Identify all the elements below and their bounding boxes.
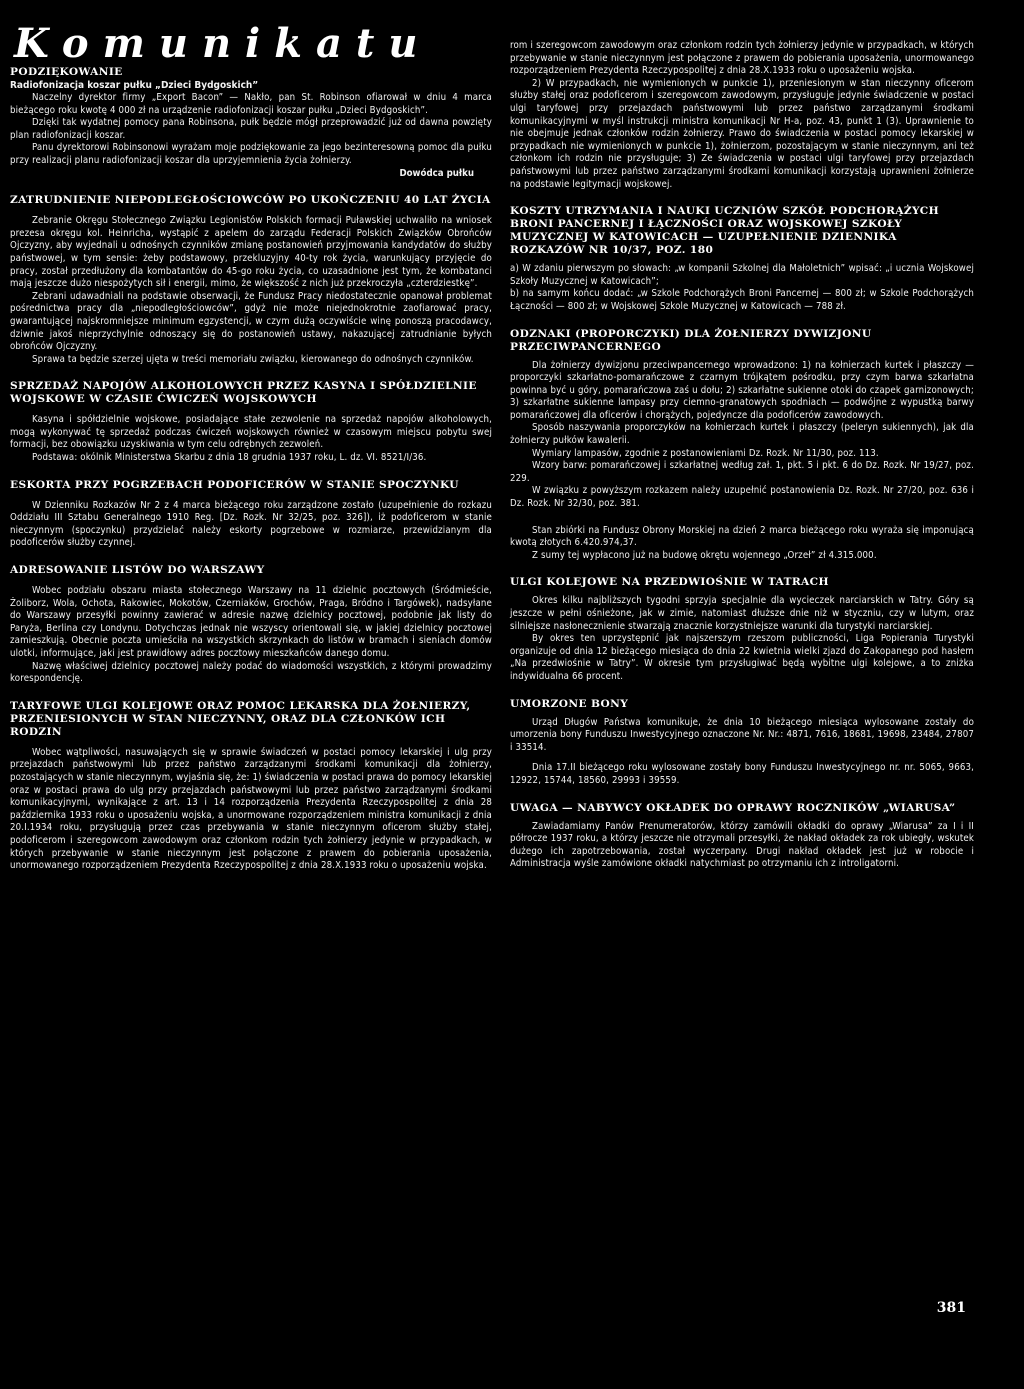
article-ulgi-taryfowe [10, 700, 492, 873]
paragraph: a) W zdaniu pierwszym po słowach: „w kompanii Szkolnej dla Małoletnich” wpisać: „i ucznia Wojskowej Szkoły Muzycznej w Katowicach”; [510, 263, 974, 287]
article-title: SPRZEDAŻ NAPOJÓW ALKOHOLOWYCH PRZEZ KASYNA I SPÓŁDZIELNIE WOJSKOWE W CZASIE ĆWICZEŃ WOJSKOWYCH [10, 380, 477, 406]
paragraph: 2) W przypadkach, nie wymienionych w punkcie 1), przeniesionym w stan nieczynny oficerom służby stałej oraz podoficerom i szeregowcom zawodowym, przysługuje jedynie świadczenie w postaci ulgi taryfowej przy przejazdach państwowymi lub przez państwo zarządzanymi środkami komunikacyjnymi w myśl instrukcji ministra komunikacji Nr H-a, poz. 43, punkt 1 (3). Uprawnienie to nie obejmuje jednak członków rodzin żołnierzy. Prawo do świadczenia w postaci pomocy lekarskiej w przypadkach nie wymienionych w punkcie 1), żołnierzom, pozostającym w stanie nieczynnym, ani też członkom ich rodzin nie przysługuje; 3) Ze świadczenia w postaci ulgi taryfowej przy przejazdach państwowymi lub przez państwo zarządzanymi środkami komunikacji korzystają uprawnieni żołnierze na podstawie legitymacji wojskowej. [510, 77, 974, 190]
article-title: ODZNAKI (PROPORCZYKI) DLA ŻOŁNIERZY DYWIZJONU PRZECIWPANCERNEGO [510, 327, 872, 353]
paragraph: Urząd Długów Państwa komunikuje, że dnia 10 bieżącego miesiąca wylosowane zostały do umorzenia bony Funduszu Inwestycyjnego oznaczone Nr. Nr.: 4871, 7616, 18681, 19698, 23484, 27807 i 33514. [510, 716, 974, 753]
paragraph: Z sumy tej wypłacono już na budowę okrętu wojennego „Orzeł” zł 4.315.000. [532, 549, 877, 561]
paragraph: Zawiadamiamy Panów Prenumeratorów, którzy zamówili okładki do oprawy „Wiarusa” za I i II półrocze 1937 roku, a którzy jeszcze nie otrzymali przesyłki, że nakład okładek za rok ubiegły, wskutek dużego ich zapotrzebowania, został wyczerpany. Drugi nakład okładek jest już w robocie i Administracja wyśle zamówione okładki natychmiast po otrzymaniu ich z introligatorni. [510, 820, 974, 870]
article-sprzedaz-napojow [10, 380, 492, 464]
paragraph: Wobec podziału obszaru miasta stołecznego Warszawy na 11 dzielnic pocztowych (Śródmieście, Żoliborz, Wola, Ochota, Rakowiec, Mokotów, Czerniaków, Grochów, Praga, Bródno i Targówek), nadsyłane do Warszawy przesyłki powinny zawierać w adresie nazwę dzielnicy pocztowej, podobnie jak listy do Paryża, Berlina czy Londynu. Dotychczas jednak nie wszyscy orientowali się, w jakiej dzielnicy pocztowej zamieszkują. Obecnie poczta umieściła na wszystkich skrzynkach do listów w bramach i sieniach domów ulotki, informujące, jaki jest prawidłowy adres pocztowy mieszkańców danego domu. [10, 585, 492, 659]
article-uwaga-okladki [510, 802, 974, 871]
article-eskorta [10, 479, 492, 550]
article-odznaki [510, 328, 974, 511]
article-koszty-utrzymania [510, 205, 974, 313]
paragraph: Stan zbiórki na Fundusz Obrony Morskiej na dzień 2 marca bieżącego roku wyraża się imponującą kwotą złotych 6.420.974,37. [510, 524, 974, 549]
article-zatrudnienie [10, 194, 492, 366]
right-column [510, 40, 974, 871]
paragraph: Dnia 17.II bieżącego roku wylosowane zostały bony Funduszu Inwestycyjnego nr. nr. 5065, 9663, 12922, 15744, 18560, 29993 i 39559. [510, 762, 974, 786]
masthead-title: Komunikatu [14, 20, 432, 67]
paragraph: Panu dyrektorowi Robinsonowi wyrażam moje podziękowanie za jego bezinteresowną pomoc dla pułku przy realizacji planu radiofonizacji koszar dla uprzyjemnienia życia żołnierzy. [10, 142, 492, 166]
paragraph: Nazwę właściwej dzielnicy pocztowej należy podać do wiadomości wszystkich, z którymi prowadzimy korespondencję. [10, 660, 492, 685]
paragraph: Kasyna i spółdzielnie wojskowe, posiadające stałe zezwolenie na sprzedaż napojów alkoholowych, mogą wykonywać tę sprzedaż podczas ćwiczeń wojskowych również w czasowym miejscu pobytu swej formacji, bez obowiązku uzyskiwania w tym celu odrębnych zezwoleń. [10, 414, 492, 451]
paragraph: Zebranie Okręgu Stołecznego Związku Legionistów Polskich formacji Puławskiej uchwaliło na wniosek prezesa okręgu kol. Heinricha, wystąpić z apelem do zarządu Federacji Polskich Związków Obrońców Ojczyzny, aby wyjednali u odnośnych czynników zmianę postanowień przyjmowania kandydatów do służby państwowej, w tym sensie: żeby podstawowy, przekluzyjny 40-ty rok życia, warunkujący przyjęcie do pracy, został przedłużony dla kombatantów do 45-go roku życia, co uzasadnione jest tym, że kombatanci mają jeszcze dużo niespożytych sił i energii, mimo, że większość z nich już przekroczyła „czterdziestkę”. [10, 215, 492, 290]
article-fundusz-obrony-morskiej [510, 525, 974, 563]
paragraph: Dzięki tak wydatnej pomocy pana Robinsona, pułk będzie mógł przeprowadzić już od dawna powzięty plan radiofonizacji koszar. [10, 117, 492, 141]
article-ulgi-taryfowe-continued [510, 40, 974, 191]
paragraph: Podstawa: okólnik Ministerstwa Skarbu z dnia 18 grudnia 1937 roku, L. dz. VI. 8521/I/36. [32, 452, 427, 464]
paragraph: rom i szeregowcom zawodowym oraz członkom rodzin tych żołnierzy jedynie w przypadkach, w których przebywanie w stanie nieczynnym jest połączone z prawem do pobierania uposażenia, unormowanego rozporządzeniem Prezydenta Rzeczypospolitej z dnia 28.X.1933 roku o uposażeniu wojska. [510, 40, 974, 77]
page-number: 381 [936, 1300, 966, 1316]
paragraph: Wobec wątpliwości, nasuwających się w sprawie świadczeń w postaci pomocy lekarskiej i ulg przy przejazdach państwowymi lub przez państwo zarządzanymi środkami komunikacji dla żołnierzy, pozostających w stanie nieczynnym, wyjaśnia się, że: 1) świadczenia w postaci prawa do pomocy lekarskiej oraz w postaci prawa do ulg przy przejazdach państwowymi lub przez państwo zarządzanymi środkami komunikacyjnymi, wynikające z art. 13 i 14 rozporządzenia Prezydenta Rzeczypospolitej z dnia 28 października 1933 roku o uposażeniu wojska, a unormowane rozporządzeniem ministra komunikacji z dnia 20.I.1934 roku, przysługują przez czas przebywania w stanie nieczynnym oficerom służby stałej, podoficerom i szeregowcom zawodowym oraz członkom rodzin tych żołnierzy jedynie w przypadkach, w których przebywanie w stanie nieczynnym jest połączone z prawem do pobierania uposażenia, unormowanego rozporządzeniem Prezydenta Rzeczypospolitej z dnia 28.X.1933 roku o uposażeniu wojska. [10, 746, 492, 872]
article-title: KOSZTY UTRZYMANIA I NAUKI UCZNIÓW SZKÓŁ PODCHORĄŻYCH BRONI PANCERNEJ I ŁĄCZNOŚCI ORAZ WOJSKOWEJ SZKOŁY MUZYCZNEJ W KATOWICACH — UZUPEŁNIENIE DZIENNIKA ROZKAZÓW NR 10/37, POZ. 180 [510, 205, 940, 257]
article-umorzone-bony [510, 698, 974, 788]
article-title: ESKORTA PRZY POGRZEBACH PODOFICERÓW W STANIE SPOCZYNKU [10, 478, 459, 491]
article-title: UMORZONE BONY [510, 697, 629, 710]
article-podziekowanie [10, 66, 492, 180]
paragraph: By okres ten uprzystępnić jak najszerszym rzeszom publiczności, Liga Popierania Turystyki organizuje od dnia 12 bieżącego miesiąca do dnia 22 kwietnia wielki zjazd do Zakopanego pod hasłem „Na przedwiośnie w Tatry”. W okresie tym przysługiwać będą wybitne ulgi kolejowe, a to zniżka indywidualna 66 procent. [510, 633, 974, 682]
article-adresowanie [10, 564, 492, 686]
paragraph: Zebrani udawadniali na podstawie obserwacji, że Fundusz Pracy niedostatecznie opanował problemat pośrednictwa pracy dla „niepodległościowców”, gdyż nie może niejednokrotnie zaofiarować pracy, gwarantującej najskromniejsze minimum egzystencji, w czym dużą oczywiście winę ponoszą pracodawcy, dziwnie jakoś nieprzychylnie odnoszący się do postanowień ustawy, nakazującej zatrudnianie byłych obrońców Ojczyzny. [10, 290, 492, 353]
paragraph: Wzory barw: pomarańczowej i szkarłatnej według zał. 1, pkt. 5 i pkt. 6 do Dz. Rozk. Nr 19/27, poz. 229. [510, 460, 974, 484]
left-column [10, 0, 492, 873]
signature: Dowódca pułku [399, 167, 474, 179]
article-ulgi-przedwiosnie [510, 576, 974, 683]
article-title: ULGI KOLEJOWE NA PRZEDWIOŚNIE W TATRACH [510, 576, 829, 589]
article-title: ADRESOWANIE LISTÓW DO WARSZAWY [10, 564, 265, 577]
paragraph: Sposób naszywania proporczyków na kołnierzach kurtek i płaszczy (peleryn sukiennych), jak dla żołnierzy pułków kawalerii. [510, 422, 974, 447]
article-subtitle: Radiofonizacja koszar pułku „Dzieci Bydgoskich” [10, 80, 259, 91]
article-title: PODZIĘKOWANIE [10, 66, 123, 78]
paragraph: Naczelny dyrektor firmy „Export Bacon” — Nakło, pan St. Robinson ofiarował w dniu 4 marca bieżącego roku kwotę 4 000 zł na urządzenie radiofonizacji koszar pułku „Dzieci Bydgoskich”. [10, 92, 492, 116]
paragraph: b) na samym końcu dodać: „w Szkole Podchorążych Broni Pancernej — 800 zł; w Szkole Podchorążych Łączności — 800 zł; w Wojskowej Szkole Muzycznej w Katowicach — 788 zł. [510, 288, 974, 312]
paragraph: W Dzienniku Rozkazów Nr 2 z 4 marca bieżącego roku zarządzone zostało (uzupełnienie do rozkazu Oddziału III Sztabu Generalnego 1910 Reg. [Dz. Rozk. Nr 32/25, poz. 326]), iż podoficerom w stanie nieczynnym (spoczynku) przydzielać należy eskorty pogrzebowe w rozmiarze, przewidzianym dla podoficerów służby czynnej. [10, 499, 492, 549]
article-title: ZATRUDNIENIE NIEPODLEGŁOŚCIOWCÓW PO UKOŃCZENIU 40 LAT ŻYCIA [10, 194, 491, 207]
article-title: UWAGA — NABYWCY OKŁADEK DO OPRAWY ROCZNIKÓW „WIARUSA” [510, 801, 956, 814]
paragraph: Okres kilku najbliższych tygodni sprzyja specjalnie dla wycieczek narciarskich w Tatry. Góry są jeszcze w pełni ośnieżone, jak w zimie, natomiast dłuższe dnie niż w styczniu, czy w lutym, oraz silniejsze nasłonecznienie stwarzają znacznie korzystniejsze warunki dla turystyki narciarskiej. [510, 595, 974, 632]
article-title: TARYFOWE ULGI KOLEJOWE ORAZ POMOC LEKARSKA DLA ŻOŁNIERZY, PRZENIESIONYCH W STAN NIECZYNNY, ORAZ DLA CZŁONKÓW ICH RODZIN [10, 699, 471, 738]
paragraph: Sprawa ta będzie szerzej ujęta w treści memoriału związku, kierowanego do odnośnych czynników. [32, 353, 474, 365]
paragraph: W związku z powyższym rozkazem należy uzupełnić postanowienia Dz. Rozk. Nr 27/20, poz. 636 i Dz. Rozk. Nr 32/30, poz. 381. [510, 485, 974, 510]
paragraph: Dla żołnierzy dywizjonu przeciwpancernego wprowadzono: 1) na kołnierzach kurtek i płaszczy — proporczyki szkarłatno-pomarańczowe z czarnym trójkątem pośrodku, przy czym barwa szkarłatna powinna być u góry, pomarańczowa zaś u dołu; 2) szkarłatne sukienne otoki do czapek garnizonowych; 3) szkarłatne sukienne lampasy przy ciemno-granatowych spodniach — podwójne z wypustką barwy pomarańczowej dla oficerów i chorążych, pojedyncze dla podoficerów zawodowych. [510, 359, 974, 421]
paragraph: Wymiary lampasów, zgodnie z postanowieniami Dz. Rozk. Nr 11/30, poz. 113. [532, 447, 879, 459]
